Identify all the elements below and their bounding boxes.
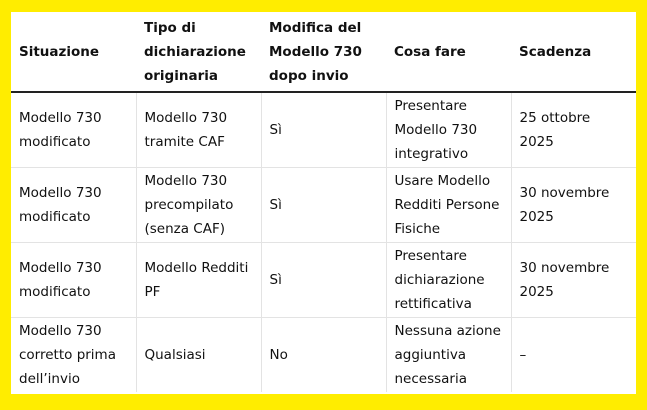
table-row (11, 318, 636, 393)
cell-tipo: Modello Redditi PF (136, 243, 261, 318)
table-row (11, 243, 636, 318)
cell-situazione: Modello 730 modificato (11, 92, 136, 168)
cell-cosa-fare: Nessuna azione aggiuntiva necessaria (386, 318, 511, 393)
cell-modifica: No (261, 318, 386, 393)
cell-scadenza: 30 novembre 2025 (511, 243, 636, 318)
cell-tipo: Modello 730 precompilato (senza CAF) (136, 168, 261, 243)
header-modifica: Modifica del Modello 730 dopo invio (261, 12, 386, 92)
cell-cosa-fare: Presentare dichiarazione rettificativa (386, 243, 511, 318)
cell-scadenza: – (519, 347, 527, 363)
header-situazione: Situazione (11, 12, 136, 92)
cell-situazione: Modello 730 modificato (11, 243, 136, 318)
header-scadenza: Scadenza (511, 12, 636, 92)
cell-situazione: Modello 730 modificato (11, 168, 136, 243)
table-frame (11, 12, 636, 394)
cell-tipo: Qualsiasi (136, 318, 261, 393)
cell-modifica: Sì (261, 92, 386, 168)
cell-modifica: Sì (261, 243, 386, 318)
cell-scadenza: 30 novembre 2025 (511, 168, 636, 243)
header-row (11, 12, 636, 92)
table-row (11, 168, 636, 243)
header-tipo-dichiarazione: Tipo di dichiarazione originaria (136, 12, 261, 92)
cell-situazione: Modello 730 corretto prima dell’invio (11, 318, 136, 393)
cell-tipo: Modello 730 tramite CAF (136, 92, 261, 168)
cell-scadenza: 25 ottobre 2025 (511, 92, 636, 168)
cell-cosa-fare: Presentare Modello 730 integrativo (386, 92, 511, 168)
header-cosa-fare: Cosa fare (386, 12, 511, 92)
deadline-table (11, 12, 636, 392)
table-row (11, 92, 636, 168)
cell-modifica: Sì (261, 168, 386, 243)
cell-cosa-fare: Usare Modello Redditi Persone Fisiche (386, 168, 511, 243)
